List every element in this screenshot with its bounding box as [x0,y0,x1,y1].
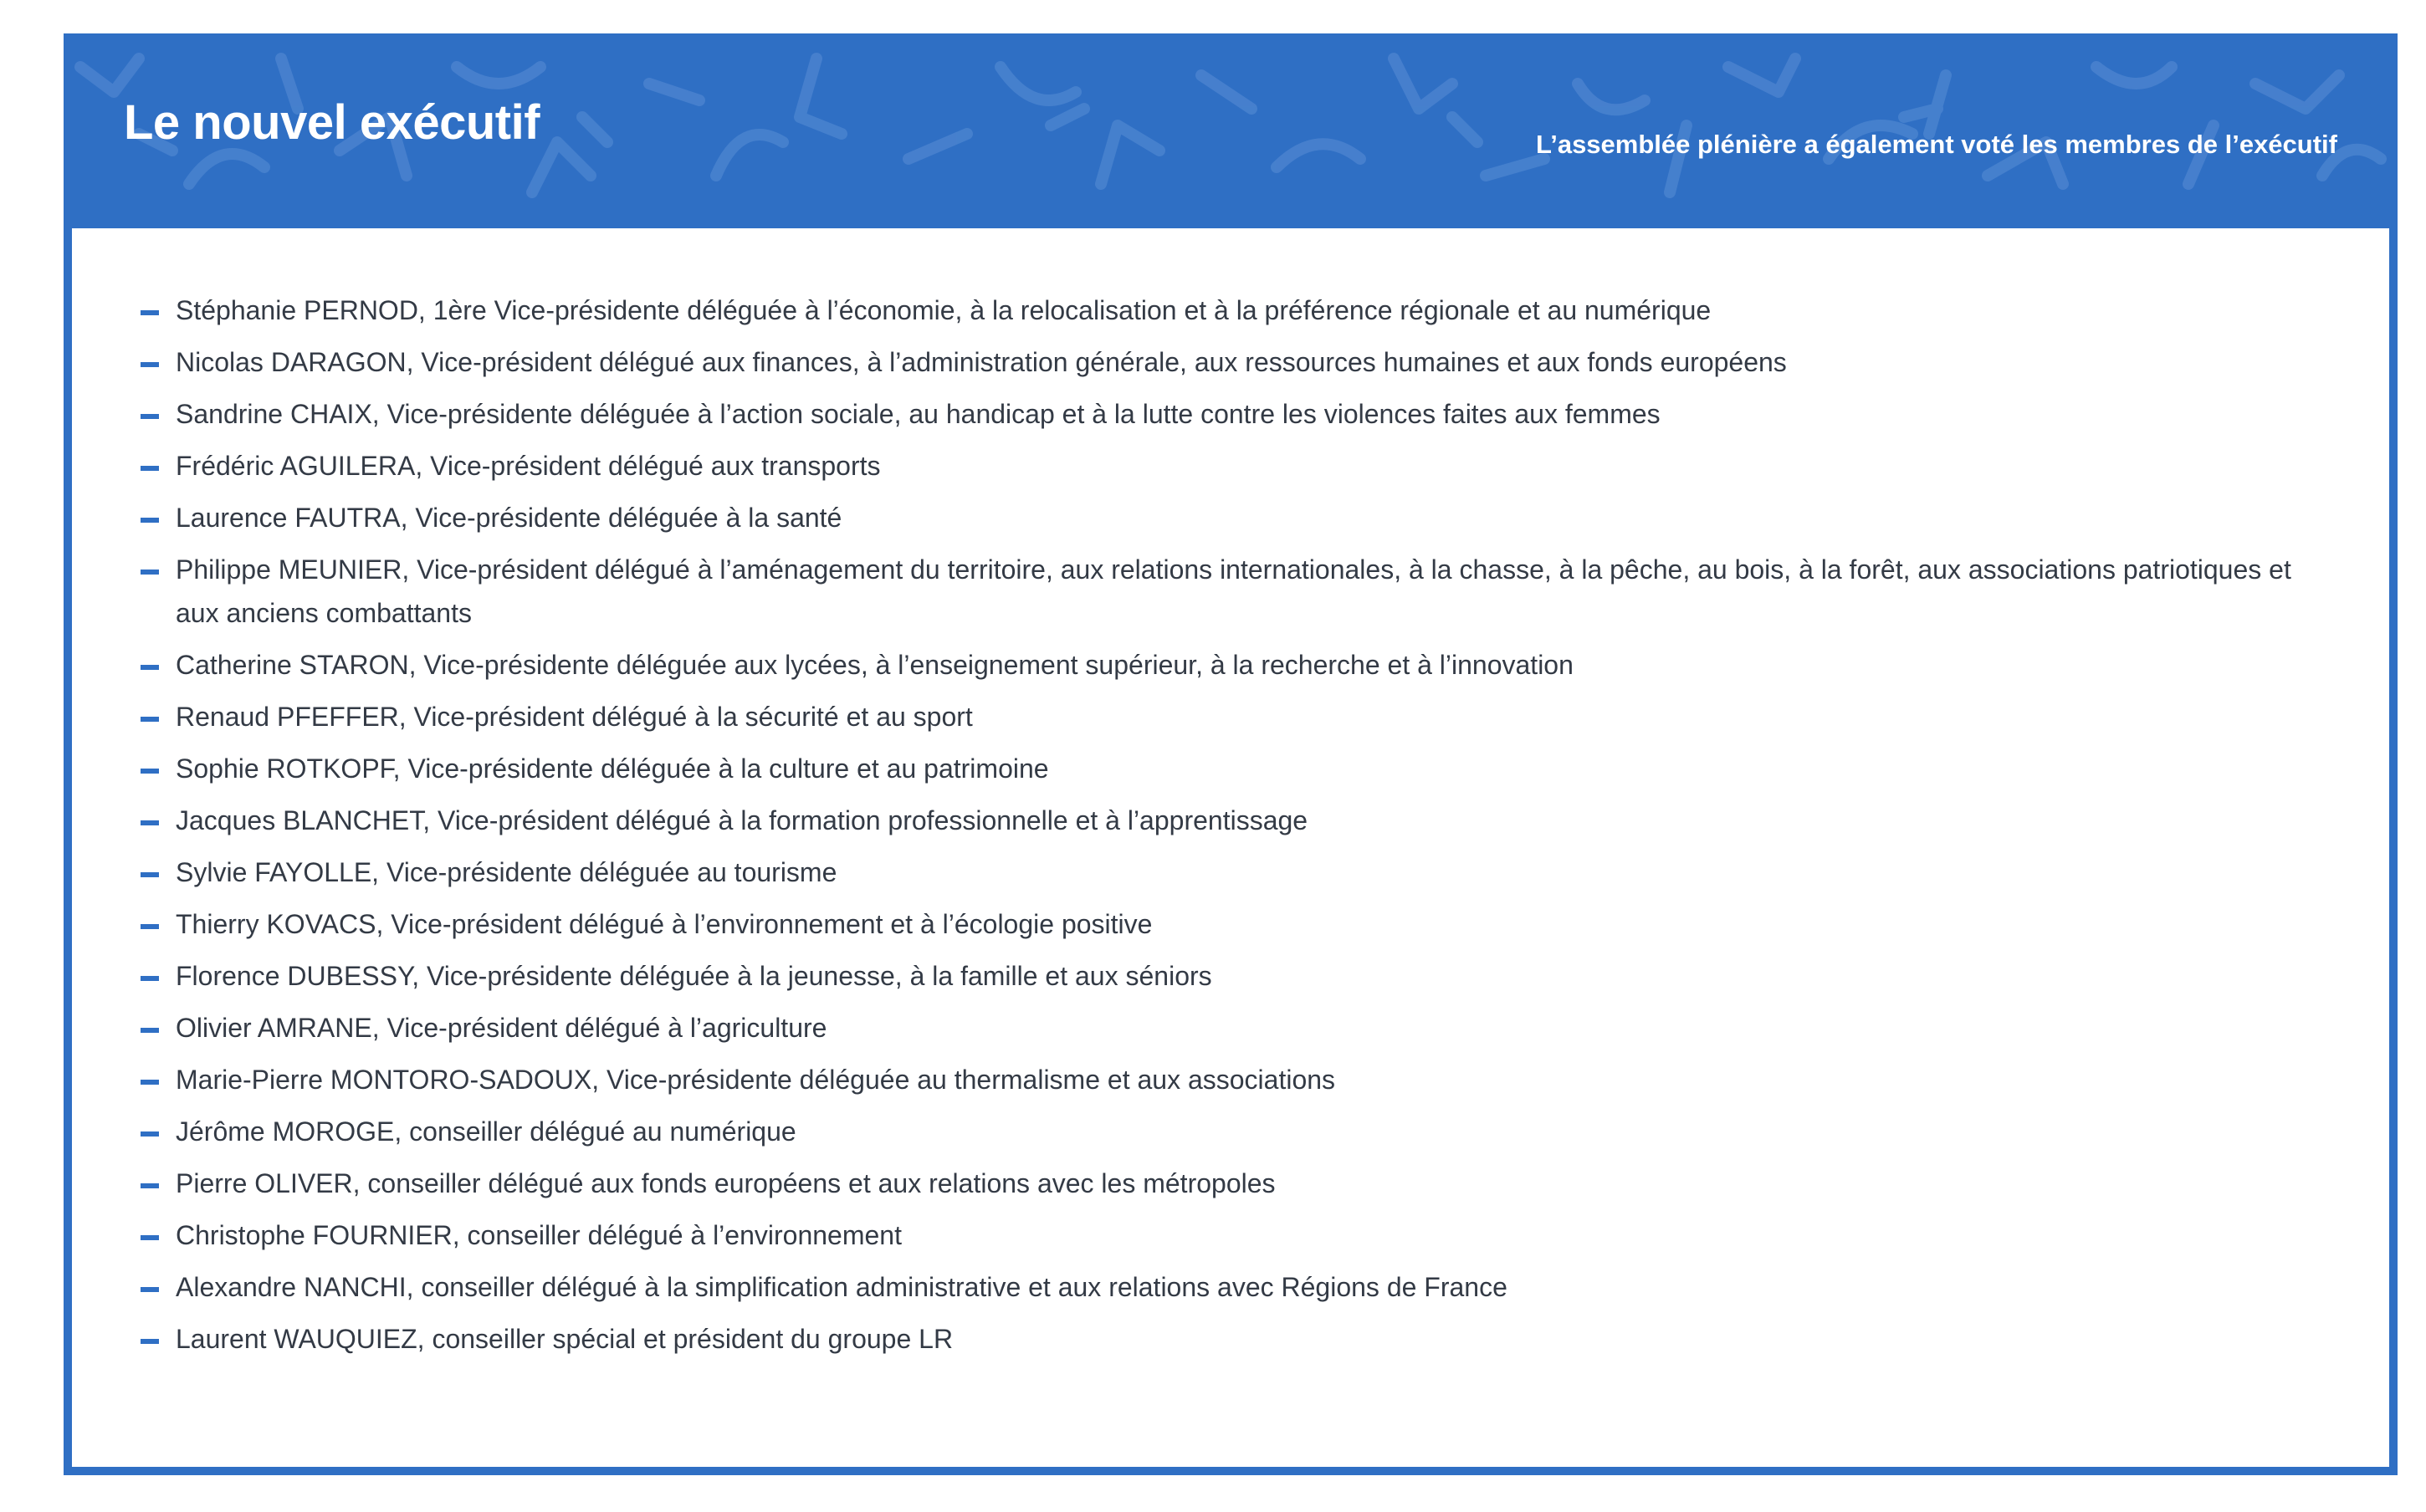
list-item [141,1006,2332,1050]
dash-bullet-icon [141,924,159,929]
page-subtitle: L’assemblée plénière a également voté les membres de l’exécutif [1535,130,2337,159]
list-item [141,289,2332,332]
member-text: Laurent WAUQUIEZ, conseiller spécial et président du groupe LR [176,1324,954,1354]
list-item [141,340,2332,384]
list-item [141,643,2332,687]
member-text: Marie-Pierre MONTORO-SADOUX, Vice-présidente déléguée au thermalisme et aux associations [176,1065,1336,1095]
dash-bullet-icon [141,872,159,877]
list-item [141,954,2332,998]
list-item [141,695,2332,738]
dash-bullet-icon [141,769,159,774]
dash-bullet-icon [141,1080,159,1085]
member-text: Christophe FOURNIER, conseiller délégué à l’environnement [176,1220,902,1250]
list-item [141,1058,2332,1101]
list-item [141,1317,2332,1361]
dash-bullet-icon [141,1183,159,1188]
dash-bullet-icon [141,1235,159,1240]
dash-bullet-icon [141,570,159,575]
member-text: Jérôme MOROGE, conseiller délégué au numérique [176,1116,796,1147]
list-item [141,850,2332,894]
member-text: Olivier AMRANE, Vice-président délégué à l’agriculture [176,1013,827,1043]
content-panel [72,228,2389,1467]
member-text: Philippe MEUNIER, Vice-président délégué à l’aménagement du territoire, aux relations internationales, à la chasse, à la pêche, au bois, à la forêt, aux associations patriotiques et aux anciens combattants [176,554,2291,628]
member-text: Nicolas DARAGON, Vice-président délégué aux finances, à l’administration générale, aux ressources humaines et aux fonds européens [176,347,1787,377]
dash-bullet-icon [141,820,159,825]
list-item [141,444,2332,488]
member-text: Frédéric AGUILERA, Vice-président délégué aux transports [176,451,881,481]
list-item [141,902,2332,946]
dash-bullet-icon [141,1339,159,1344]
member-text: Laurence FAUTRA, Vice-présidente déléguée à la santé [176,503,842,533]
dash-bullet-icon [141,362,159,367]
list-item [141,1213,2332,1257]
member-text: Thierry KOVACS, Vice-président délégué à l’environnement et à l’écologie positive [176,909,1153,939]
list-item [141,496,2332,539]
list-item [141,548,2332,635]
member-text: Catherine STARON, Vice-présidente déléguée aux lycées, à l’enseignement supérieur, à la recherche et à l’innovation [176,650,1574,680]
member-text: Alexandre NANCHI, conseiller délégué à la simplification administrative et aux relations avec Régions de France [176,1272,1507,1302]
dash-bullet-icon [141,976,159,981]
dash-bullet-icon [141,466,159,471]
card-header [64,33,2398,228]
dash-bullet-icon [141,518,159,523]
executive-card [64,33,2398,1475]
list-item [141,1265,2332,1309]
member-text: Pierre OLIVER, conseiller délégué aux fonds européens et aux relations avec les métropoles [176,1168,1276,1198]
dash-bullet-icon [141,1287,159,1292]
page-title: Le nouvel exécutif [124,95,540,150]
member-text: Stéphanie PERNOD, 1ère Vice-présidente déléguée à l’économie, à la relocalisation et à la préférence régionale et au numérique [176,295,1712,325]
list-item [141,1162,2332,1205]
dash-bullet-icon [141,414,159,419]
dash-bullet-icon [141,665,159,670]
member-text: Sandrine CHAIX, Vice-présidente déléguée à l’action sociale, au handicap et à la lutte contre les violences faites aux femmes [176,399,1661,429]
executive-list [141,289,2332,1369]
member-text: Florence DUBESSY, Vice-présidente déléguée à la jeunesse, à la famille et aux séniors [176,961,1212,991]
dash-bullet-icon [141,1028,159,1033]
dash-bullet-icon [141,1131,159,1137]
list-item [141,1110,2332,1153]
list-item [141,392,2332,436]
member-text: Sylvie FAYOLLE, Vice-présidente déléguée au tourisme [176,857,837,887]
member-text: Jacques BLANCHET, Vice-président délégué à la formation professionnelle et à l’apprentissage [176,805,1308,835]
list-item [141,799,2332,842]
member-text: Renaud PFEFFER, Vice-président délégué à la sécurité et au sport [176,702,973,732]
dash-bullet-icon [141,717,159,722]
dash-bullet-icon [141,310,159,315]
member-text: Sophie ROTKOPF, Vice-présidente déléguée à la culture et au patrimoine [176,753,1049,784]
list-item [141,747,2332,790]
